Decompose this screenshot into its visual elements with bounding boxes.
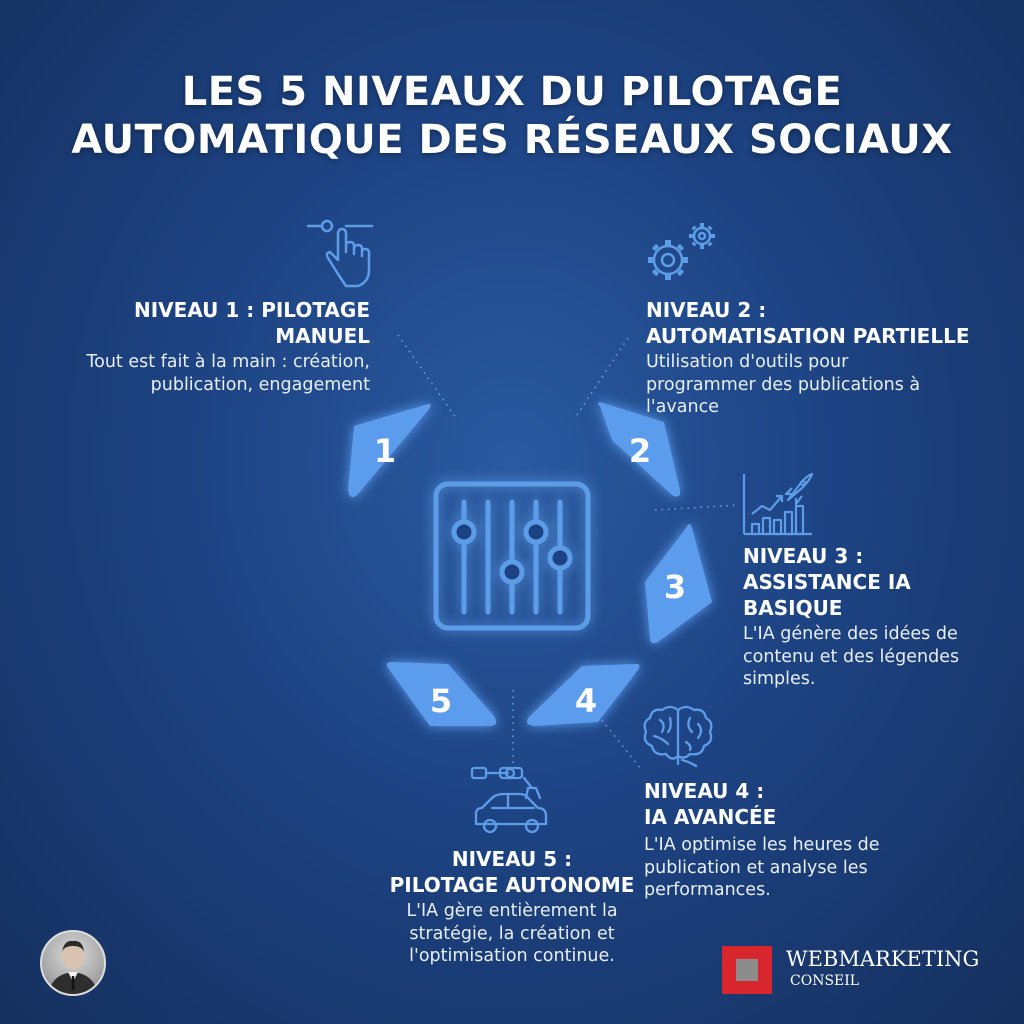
level-1-title-line-2: MANUEL <box>275 324 370 348</box>
level-2-desc-line-1: Utilisation d'outils pour <box>646 352 849 372</box>
level-shape-3[interactable] <box>645 524 712 643</box>
level-3-title-line-1: NIVEAU 3 : <box>743 544 864 568</box>
level-number-3: 3 <box>663 568 687 606</box>
level-4-block <box>644 778 1014 902</box>
level-4-desc-line-2: publication et analyse les <box>644 857 868 878</box>
level-2-title-line-2: AUTOMATISATION PARTIELLE <box>646 324 970 348</box>
title-line-1: LES 5 NIVEAUX DU PILOTAGE <box>181 69 843 115</box>
logo-text-line-2: CONSEIL <box>790 973 860 989</box>
level-3-block <box>743 543 1013 691</box>
avatar <box>40 930 106 996</box>
gears-icon <box>640 218 722 288</box>
level-1-title-line-1: NIVEAU 1 : PILOTAGE <box>133 298 370 322</box>
level-5-block <box>330 846 694 968</box>
connector-4 <box>598 715 640 768</box>
level-number-2: 2 <box>628 432 652 470</box>
sliders-control-icon <box>436 484 588 628</box>
brain-icon <box>640 702 718 768</box>
level-1-block <box>40 297 370 396</box>
logo-text-line-1: WEBMARKETING <box>786 947 980 971</box>
level-5-title-line-1: NIVEAU 5 : <box>451 847 573 871</box>
connector-3 <box>655 505 738 510</box>
level-2-title-line-1: NIVEAU 2 : <box>646 298 767 322</box>
level-shape-5[interactable] <box>387 662 497 726</box>
level-1-desc-line-1: Tout est fait à la main : création, <box>86 352 370 372</box>
level-3-title-line-3: BASIQUE <box>743 596 843 620</box>
level-4-desc-line-3: performances. <box>644 880 771 900</box>
level-5-title-line-2: PILOTAGE AUTONOME <box>389 873 635 897</box>
level-4-desc-line-1: L'IA optimise les heures de <box>644 835 880 855</box>
level-3-title-line-2: ASSISTANCE IA <box>743 570 911 594</box>
growth-chart-rocket-icon <box>740 470 816 538</box>
level-5-desc-line-3: l'optimisation continue. <box>409 946 615 966</box>
level-4-title-line-2: IA AVANCÉE <box>644 805 777 829</box>
level-2-desc-line-3: l'avance <box>646 397 719 417</box>
level-3-desc-line-2: contenu et des légendes <box>743 646 960 667</box>
level-1-desc-line-2: publication, engagement <box>150 374 370 395</box>
level-number-5: 5 <box>429 682 453 720</box>
level-3-desc-line-3: simples. <box>743 669 816 689</box>
level-3-desc-line-1: L'IA génère des idées de <box>743 624 958 644</box>
level-5-desc-line-2: stratégie, la création et <box>409 923 615 944</box>
level-number-4: 4 <box>574 682 598 720</box>
level-5-desc-line-1: L'IA gère entièrement la <box>406 901 618 921</box>
level-2-desc-line-2: programmer des publications à <box>646 374 921 395</box>
level-shape-4[interactable] <box>527 664 640 726</box>
level-4-title-line-1: NIVEAU 4 : <box>644 779 765 803</box>
logo-mark <box>722 946 772 994</box>
title-line-2: AUTOMATIQUE DES RÉSEAUX SOCIAUX <box>71 117 953 163</box>
level-shape-1[interactable] <box>348 404 431 497</box>
level-number-1: 1 <box>373 432 397 470</box>
hand-pointer-icon <box>300 212 380 292</box>
level-2-block <box>646 297 1016 419</box>
robot-arm-car-icon <box>468 764 554 838</box>
